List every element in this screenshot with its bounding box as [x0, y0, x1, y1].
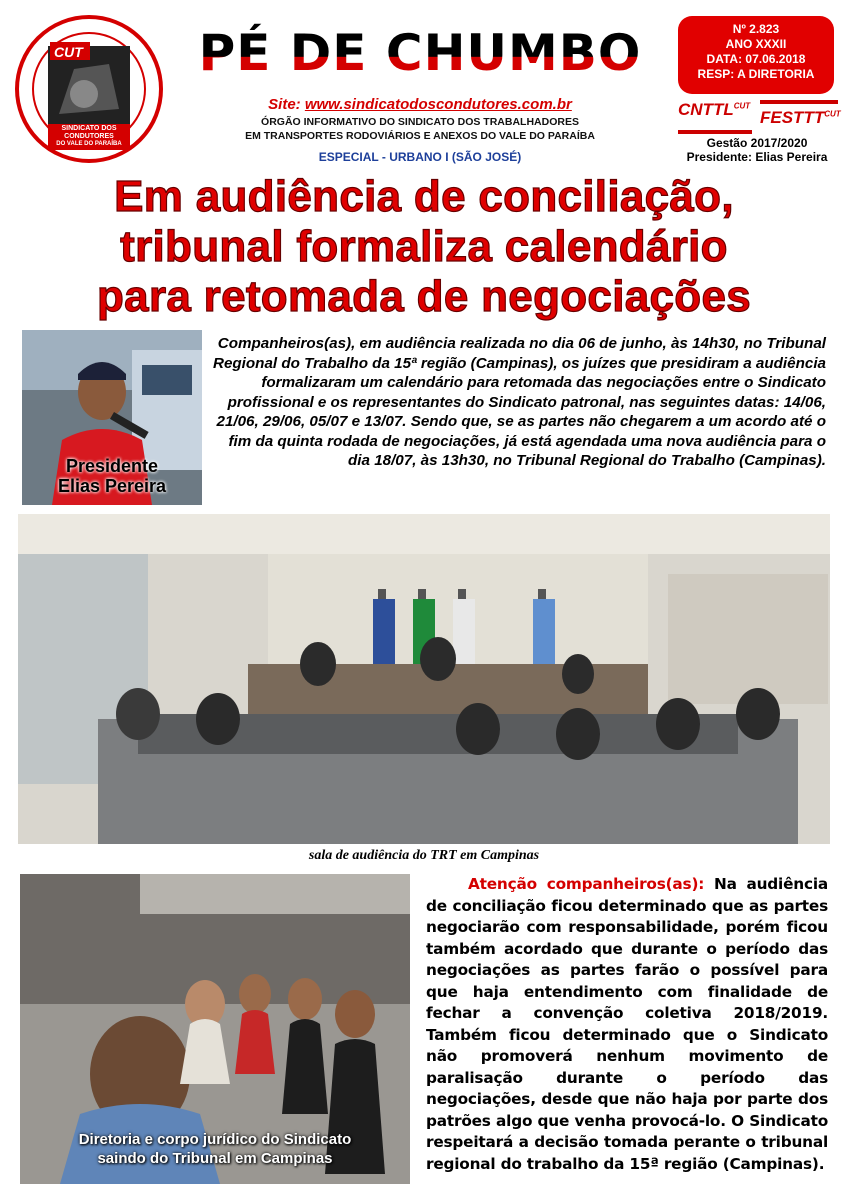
- issue-resp: RESP: A DIRETORIA: [697, 67, 815, 81]
- attention-text: Na audiência de conciliação ficou determinado que as partes negociarão com responsabilidade, porém ficou também acordado que durante o período das negociações as partes farão o possível para que haja entendimento com finalidade de fechar a convenção coletiva 2018/2019. Também ficou determinado que o Sindicato não promoverá nenhum movimento de paralisação durante o período das negociações, desde que não haja por parte dos patrões algo que venha provocá-lo. O Sindicato respeitará a decisão tomada perante o tribunal regional do trabalho da 15ª região (Campinas).: [426, 875, 828, 1173]
- festtt-badge: CUT: [824, 109, 841, 119]
- management-info: [676, 136, 838, 164]
- seal-line3: DO VALE DO PARAÍBA: [56, 141, 122, 147]
- lead-paragraph: Companheiros(as), em audiência realizada no dia 06 de junho, às 14h30, no Tribunal Regional do Trabalho da 15ª região (Campinas), os juízes que presidiram a audiência formalizaram um calendário para retomada das negociações entre o Sindicato profissional e os representantes do Sindicato patronal, nas seguintes datas: 14/06, 21/06, 29/06, 05/07 e 13/07. Sendo que, se as partes não chegarem a um acordo até o fim da quinta rodada de negociações, já está agendada uma nova audiência para o dia 18/07, às 13h30, no Tribunal Regional do Trabalho (Campinas).: [212, 335, 826, 469]
- president-caption: [22, 456, 202, 496]
- seal-line1: SINDICATO DOS: [61, 125, 117, 132]
- affiliation-logos: [678, 100, 841, 132]
- org-line-2: EM TRANSPORTES RODOVIÁRIOS E ANEXOS DO VALE DO PARAÍBA: [245, 130, 595, 142]
- site-line: [170, 96, 670, 113]
- gestao-text: Gestão 2017/2020: [706, 136, 808, 150]
- festtt-logo: [760, 100, 841, 138]
- issue-date: DATA: 07.06.2018: [706, 52, 806, 66]
- seal-brand-text: CUT: [54, 44, 83, 60]
- cnttl-logo-text: CNTTL: [678, 100, 734, 119]
- site-prefix: Site:: [268, 96, 301, 113]
- group-caption-line1: Diretoria e corpo jurídico do Sindicato: [78, 1131, 352, 1148]
- issue-number: Nº 2.823: [732, 22, 780, 36]
- seal-line2: CONDUTORES: [64, 133, 114, 140]
- union-seal-logo: [14, 14, 164, 164]
- attention-paragraph: [426, 874, 828, 1175]
- headline-line-3: para retomada de negociações: [97, 272, 751, 321]
- president-caption-line2: Elias Pereira: [57, 476, 167, 496]
- masthead-title: PÉ DE CHUMBO: [170, 18, 670, 88]
- headline-line-1: Em audiência de conciliação,: [114, 172, 734, 221]
- cnttl-badge: CUT: [733, 101, 751, 111]
- president-caption-line1: Presidente: [65, 456, 159, 476]
- issue-year: ANO XXXII: [725, 37, 787, 51]
- president-text: Presidente: Elias Pereira: [686, 150, 828, 164]
- cnttl-logo: [678, 100, 752, 134]
- group-photo-caption: [20, 1130, 410, 1168]
- attention-label: Atenção companheiros(as):: [468, 875, 705, 893]
- hearing-room-photo: [18, 514, 830, 844]
- issue-info-box: [678, 16, 834, 94]
- festtt-logo-text: FESTTT: [760, 108, 825, 127]
- group-caption-line2: saindo do Tribunal em Campinas: [97, 1150, 333, 1167]
- edition-label: ESPECIAL - URBANO I (SÃO JOSÉ): [318, 150, 522, 164]
- site-link[interactable]: www.sindicatodoscondutores.com.br: [304, 96, 572, 113]
- org-line-1: ÓRGÃO INFORMATIVO DO SINDICATO DOS TRABALHADORES: [261, 116, 579, 128]
- hearing-photo-caption: sala de audiência do TRT em Campinas: [308, 848, 540, 863]
- headline-line-2: tribunal formaliza calendário: [120, 222, 728, 271]
